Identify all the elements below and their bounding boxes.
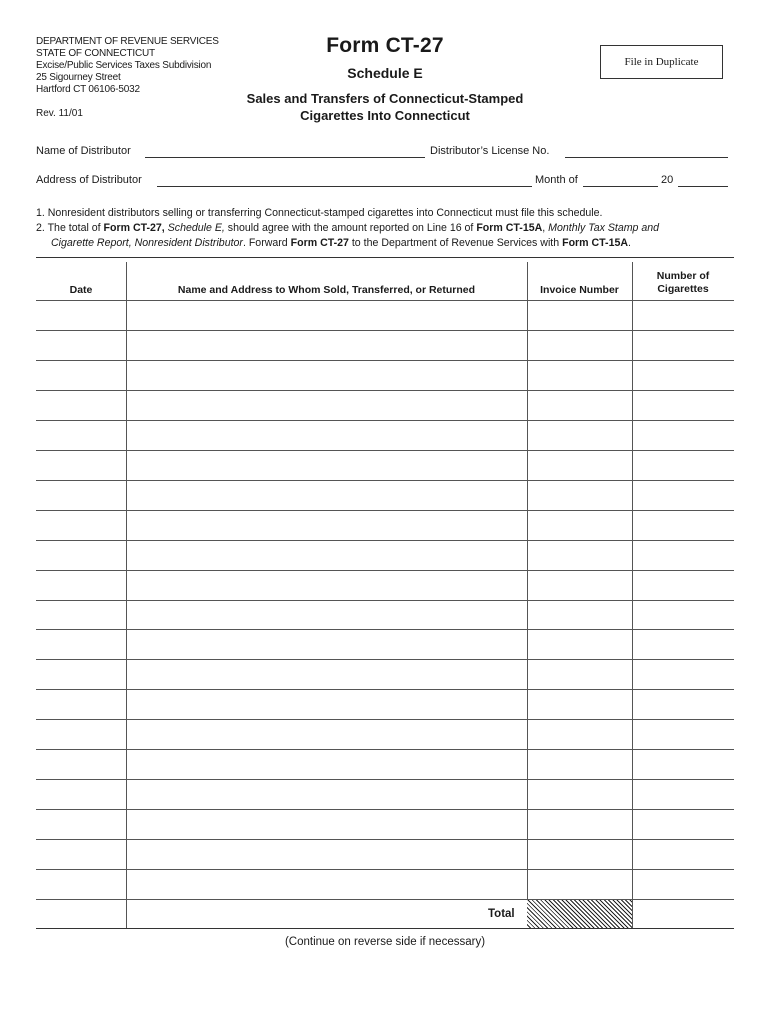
instruction-italic: Schedule E, xyxy=(164,222,225,234)
total-hatched-cell xyxy=(527,899,632,928)
table-row-rule xyxy=(36,450,734,451)
table-row-rule xyxy=(36,480,734,481)
table-bottom-rule xyxy=(36,928,734,929)
subtitle-line: Cigarettes Into Connecticut xyxy=(300,108,470,123)
table-row-rule xyxy=(36,600,734,601)
table-row-rule xyxy=(36,330,734,331)
revision-date: Rev. 11/01 xyxy=(36,108,83,119)
instruction-item-2-continued xyxy=(36,236,736,251)
instruction-item-2 xyxy=(36,221,736,236)
table-row-rule xyxy=(36,899,734,900)
table-row-rule xyxy=(36,629,734,630)
department-address xyxy=(36,36,219,96)
column-header-date: Date xyxy=(69,284,93,296)
column-header-name-address: Name and Address to Whom Sold, Transferred, or Returned xyxy=(177,284,476,296)
subtitle-line: Sales and Transfers of Connecticut-Stamped xyxy=(246,91,524,106)
table-top-rule xyxy=(36,257,734,258)
table-row-rule xyxy=(36,360,734,361)
table-row-rule xyxy=(36,510,734,511)
license-number-label: Distributor’s License No. xyxy=(430,145,550,157)
table-row-rule xyxy=(36,689,734,690)
table-header-rule xyxy=(36,300,734,301)
name-of-distributor-field[interactable] xyxy=(145,157,425,158)
month-of-label: Month of xyxy=(535,174,578,186)
license-number-field[interactable] xyxy=(565,157,728,158)
address-of-distributor-field[interactable] xyxy=(157,186,532,187)
dept-line: STATE OF CONNECTICUT xyxy=(36,48,155,59)
form-title: Form CT-27 xyxy=(326,34,444,57)
instructions xyxy=(36,206,736,251)
table-row-rule xyxy=(36,659,734,660)
column-header-invoice: Invoice Number xyxy=(540,284,619,296)
table-row-rule xyxy=(36,749,734,750)
instruction-text: , xyxy=(542,222,549,234)
form-subtitle xyxy=(200,90,570,124)
column-divider xyxy=(527,262,528,928)
dept-line: DEPARTMENT OF REVENUE SERVICES xyxy=(36,36,219,47)
column-divider xyxy=(126,262,127,928)
file-in-duplicate-box xyxy=(600,45,723,79)
instruction-italic: Cigarette Report, Nonresident Distributor xyxy=(51,237,243,249)
instruction-bold: Form CT-27 xyxy=(290,237,349,249)
column-header-line: Cigarettes xyxy=(657,283,709,295)
dept-line: Excise/Public Services Taxes Subdivision xyxy=(36,60,212,71)
name-of-distributor-label: Name of Distributor xyxy=(36,145,131,157)
dept-line: Hartford CT 06106-5032 xyxy=(36,84,140,95)
year-prefix-label: 20 xyxy=(661,174,674,186)
column-divider xyxy=(632,262,633,928)
year-field[interactable] xyxy=(678,186,728,187)
column-header-line: Number of xyxy=(656,270,710,282)
instruction-bold: Form CT-27, xyxy=(103,222,165,234)
dept-line: 25 Sigourney Street xyxy=(36,72,121,83)
continue-note: (Continue on reverse side if necessary) xyxy=(284,936,486,948)
instruction-text: should agree with the amount reported on Line 16 of xyxy=(224,222,477,234)
table-row-rule xyxy=(36,420,734,421)
table-row-rule xyxy=(36,839,734,840)
table-row-rule xyxy=(36,719,734,720)
column-header-cigarettes xyxy=(632,270,734,296)
table-row-rule xyxy=(36,869,734,870)
month-field[interactable] xyxy=(583,186,658,187)
schedule-title: Schedule E xyxy=(347,65,423,81)
file-in-duplicate-label: File in Duplicate xyxy=(624,56,699,68)
instruction-text: to the Department of Revenue Services with xyxy=(348,237,563,249)
instruction-text: 2. The total of xyxy=(36,222,104,234)
instruction-italic: Monthly Tax Stamp and xyxy=(548,222,660,234)
table-row-rule xyxy=(36,809,734,810)
total-label: Total xyxy=(488,908,515,920)
instruction-text: . Forward xyxy=(242,237,291,249)
instruction-item-1: 1. Nonresident distributors selling or transferring Connecticut-stamped cigarettes into Connecticut must file this schedule. xyxy=(36,207,603,219)
instruction-bold: Form CT-15A xyxy=(562,237,629,249)
table-row-rule xyxy=(36,390,734,391)
table-row-rule xyxy=(36,540,734,541)
instruction-text: . xyxy=(628,237,631,249)
table-row-rule xyxy=(36,779,734,780)
address-of-distributor-label: Address of Distributor xyxy=(36,174,142,186)
instruction-bold: Form CT-15A xyxy=(476,222,543,234)
table-row-rule xyxy=(36,570,734,571)
schedule-table xyxy=(36,262,734,928)
